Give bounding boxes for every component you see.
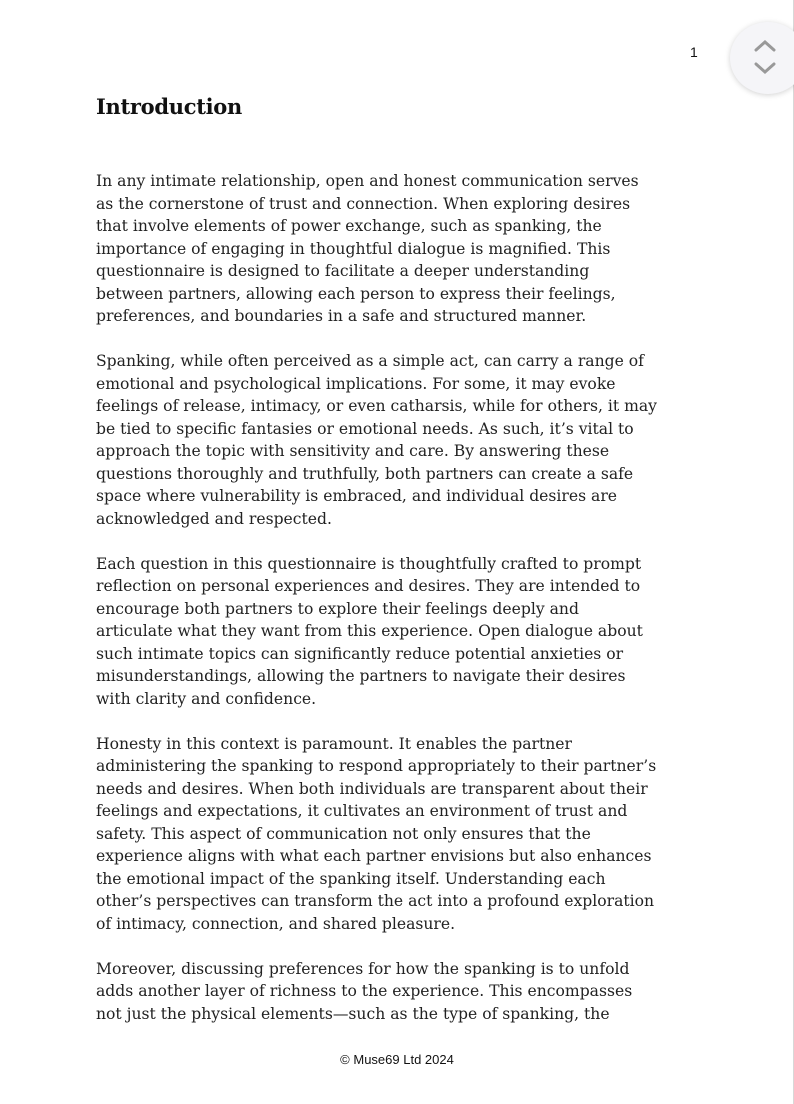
paragraph-line: Spanking, while often perceived as a simple act, can carry a range of bbox=[96, 352, 644, 370]
paragraph-line: approach the topic with sensitivity and care. By answering these bbox=[96, 442, 610, 460]
paragraph-line: needs and desires. When both individuals are transparent about their bbox=[96, 779, 648, 798]
paragraph-line: misunderstandings, allowing the partners to navigate their desires bbox=[96, 667, 626, 685]
paragraph-line: the emotional impact of the spanking itself. Understanding each bbox=[96, 869, 606, 888]
paragraph-line: as the cornerstone of trust and connection. When exploring desires bbox=[96, 194, 631, 213]
paragraph-line: such intimate topics can significantly reduce potential anxieties or bbox=[96, 644, 624, 663]
paragraph-line: articulate what they want from this experience. Open dialogue about bbox=[96, 622, 643, 640]
paragraph bbox=[96, 170, 657, 328]
paragraph-line: questionnaire is designed to facilitate a deeper understanding bbox=[96, 262, 590, 280]
paragraph bbox=[96, 733, 657, 936]
paragraph-line: that involve elements of power exchange, such as spanking, the bbox=[96, 217, 602, 235]
paragraph-line: Moreover, discussing preferences for how the spanking is to unfold bbox=[96, 959, 630, 978]
paragraph-line: of intimacy, connection, and shared pleasure. bbox=[96, 914, 456, 933]
paragraph-line: not just the physical elements—such as the type of spanking, the bbox=[96, 1004, 610, 1023]
page-number: 1 bbox=[690, 44, 698, 60]
paragraph-line: In any intimate relationship, open and honest communication serves bbox=[96, 172, 639, 190]
paragraph-line: feelings and expectations, it cultivates an environment of trust and bbox=[96, 802, 628, 820]
paragraph-line: preferences, and boundaries in a safe and structured manner. bbox=[96, 307, 587, 325]
paragraph-line: space where vulnerability is embraced, and individual desires are bbox=[96, 487, 618, 505]
paragraph-line: importance of engaging in thoughtful dialogue is magnified. This bbox=[96, 239, 611, 258]
paragraph-line: acknowledged and respected. bbox=[96, 509, 332, 528]
document-body bbox=[96, 170, 657, 1048]
paragraph-line: feelings of release, intimacy, or even catharsis, while for others, it may bbox=[96, 397, 657, 415]
paragraph-line: encourage both partners to explore their feelings deeply and bbox=[96, 599, 579, 618]
page-title: Introduction bbox=[96, 94, 242, 119]
paragraph-line: emotional and psychological implications. For some, it may evoke bbox=[96, 374, 616, 393]
paragraph-line: Each question in this questionnaire is thoughtfully crafted to prompt bbox=[96, 554, 642, 573]
chevron-up-down-icon bbox=[750, 38, 780, 78]
paragraph bbox=[96, 958, 657, 1026]
paragraph-line: safety. This aspect of communication not only ensures that the bbox=[96, 824, 591, 843]
paragraph-line: Honesty in this context is paramount. It enables the partner bbox=[96, 734, 572, 753]
paragraph-line: between partners, allowing each person to express their feelings, bbox=[96, 284, 616, 303]
paragraph-line: other’s perspectives can transform the act into a profound exploration bbox=[96, 892, 655, 910]
paragraph bbox=[96, 553, 657, 711]
paragraph-line: questions thoroughly and truthfully, both partners can create a safe bbox=[96, 464, 634, 483]
paragraph-line: reflection on personal experiences and desires. They are intended to bbox=[96, 577, 641, 595]
paragraph-line: experience aligns with what each partner envisions but also enhances bbox=[96, 847, 652, 865]
paragraph-line: administering the spanking to respond appropriately to their partner’s bbox=[96, 757, 657, 775]
paragraph-line: with clarity and confidence. bbox=[96, 689, 317, 708]
page-scroll-button[interactable] bbox=[730, 22, 794, 94]
paragraph-line: be tied to specific fantasies or emotional needs. As such, it’s vital to bbox=[96, 419, 634, 438]
paragraph-line: adds another layer of richness to the experience. This encompasses bbox=[96, 982, 633, 1000]
paragraph bbox=[96, 350, 657, 530]
copyright-footer: © Muse69 Ltd 2024 bbox=[340, 1052, 454, 1067]
